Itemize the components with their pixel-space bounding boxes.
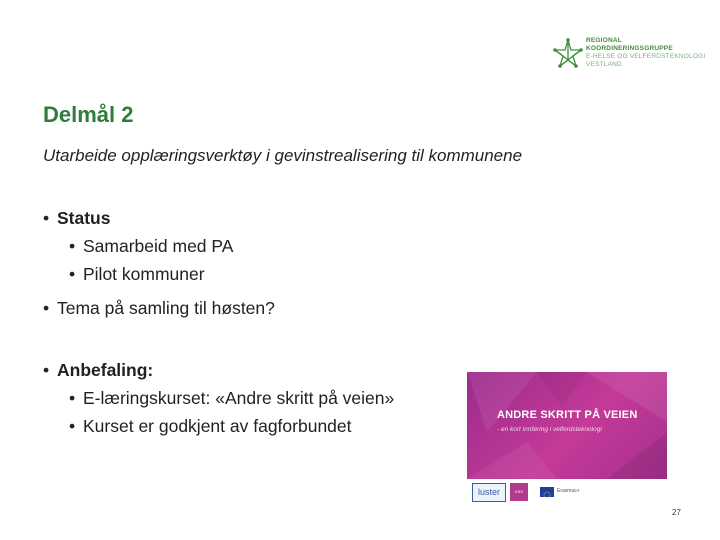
bullet-text: Kurset er godkjent av fagforbundet bbox=[83, 416, 352, 436]
bullet-elaering bbox=[69, 388, 394, 409]
slide-subtitle: Utarbeide opplæringsverktøy i gevinstrealisering til kommunene bbox=[43, 146, 523, 165]
erasmus-logo: Erasmus+ bbox=[557, 488, 580, 494]
logo-text bbox=[586, 37, 705, 69]
bullet-dot: • bbox=[69, 264, 76, 284]
bullet-text: Pilot kommuner bbox=[83, 264, 205, 284]
bullet-status bbox=[43, 208, 110, 229]
bullet-text: Samarbeid med PA bbox=[83, 236, 234, 256]
bullet-godkjent bbox=[69, 416, 352, 437]
star-network-icon bbox=[552, 36, 584, 76]
bullet-dot: • bbox=[43, 208, 50, 228]
course-promo-image bbox=[467, 372, 667, 479]
page-number: 27 bbox=[672, 508, 681, 517]
bullet-dot: • bbox=[69, 388, 76, 408]
bullet-text: E-læringskurset: «Andre skritt på veien» bbox=[83, 388, 395, 408]
bullet-anbefaling bbox=[43, 360, 153, 381]
bullet-text: Anbefaling: bbox=[57, 360, 154, 380]
bullet-dot: • bbox=[43, 360, 50, 380]
bullet-dot: • bbox=[69, 416, 76, 436]
bullet-tema bbox=[43, 298, 275, 319]
bullet-samarbeid bbox=[69, 236, 233, 257]
bullet-text: Tema på samling til høsten? bbox=[57, 298, 275, 318]
kss-logo: KSS bbox=[510, 483, 528, 501]
bullet-dot: • bbox=[43, 298, 50, 318]
logo-line-2: KOORDINERINGSGRUPPE bbox=[586, 45, 673, 52]
luster-logo: luster bbox=[472, 483, 506, 502]
bullet-pilot bbox=[69, 264, 205, 285]
logo-line-1: REGIONAL bbox=[586, 37, 622, 44]
partner-logos bbox=[470, 483, 670, 503]
bullet-text: Status bbox=[57, 208, 111, 228]
logo-line-3: E-HELSE OG VELFERDSTEKNOLOGI bbox=[586, 53, 706, 60]
bullet-dot: • bbox=[69, 236, 76, 256]
regional-coordination-logo bbox=[552, 36, 706, 76]
promo-title: ANDRE SKRITT PÅ VEIEN bbox=[497, 409, 638, 421]
logo-line-4: VESTLAND bbox=[586, 61, 622, 68]
promo-subtitle: - en kort innføring i velferdsteknologi bbox=[497, 426, 602, 433]
eu-flag-icon bbox=[540, 487, 554, 497]
slide-title: Delmål 2 bbox=[43, 102, 134, 127]
